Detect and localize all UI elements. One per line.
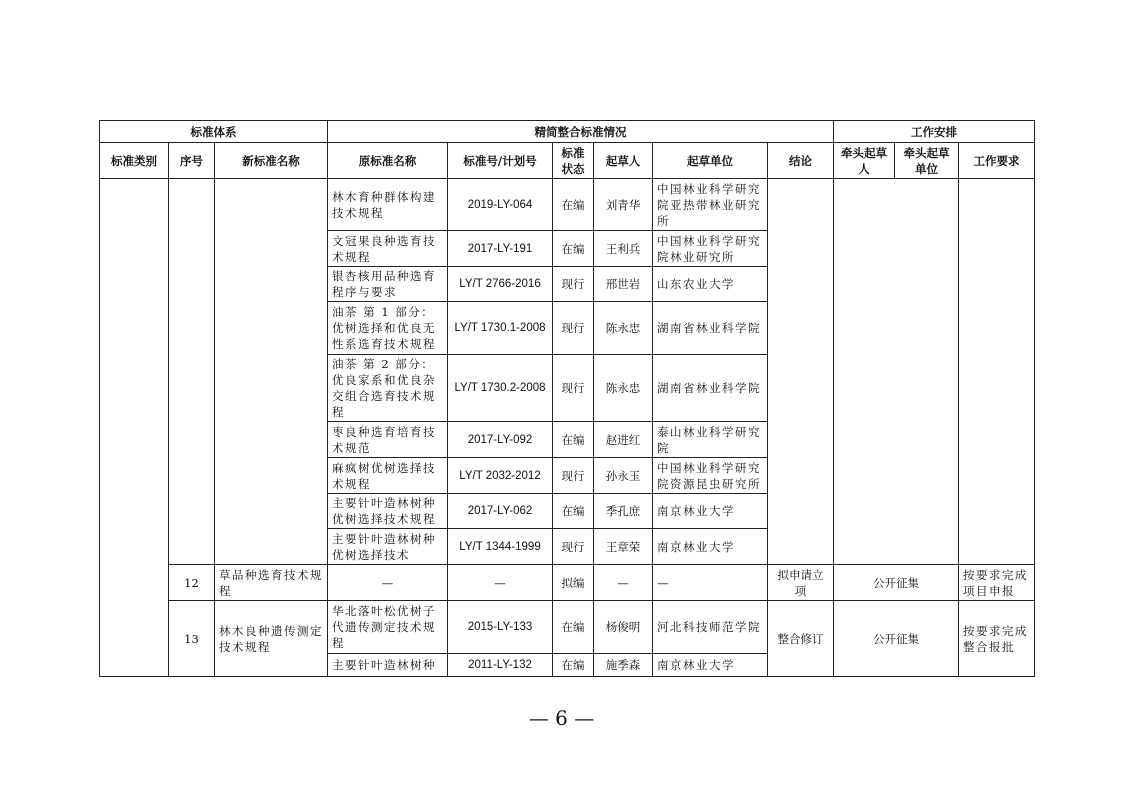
table-row [100, 565, 1035, 601]
code: — [448, 565, 553, 601]
page-number: — 6 — [528, 706, 595, 730]
unit: 湖南省林业科学院 [653, 355, 768, 422]
status: 在编 [553, 231, 594, 267]
col-header-conclusion: 结论 [768, 143, 834, 179]
code: 2011-LY-132 [448, 654, 553, 677]
code: 2019-LY-064 [448, 179, 553, 231]
requirement-cell [959, 179, 1035, 565]
col-header-status: 标准状态 [553, 143, 594, 179]
status: 现行 [553, 267, 594, 302]
conclusion-cell [768, 179, 834, 565]
table-row [100, 601, 1035, 654]
unit: 中国林业科学研究院林业研究所 [653, 231, 768, 267]
new-name-13: 林木良种遗传测定技术规程 [215, 601, 328, 677]
orig-name: 枣良种选育培育技术规范 [328, 422, 448, 458]
col-header-drafter: 起草人 [594, 143, 653, 179]
unit: 南京林业大学 [653, 494, 768, 529]
drafter: 陈永忠 [594, 302, 653, 355]
code: LY/T 1730.2-2008 [448, 355, 553, 422]
unit: 泰山林业科学研究院 [653, 422, 768, 458]
status: 在编 [553, 654, 594, 677]
conclusion-12: 拟申请立项 [768, 565, 834, 601]
drafter: 刘青华 [594, 179, 653, 231]
status: 现行 [553, 355, 594, 422]
orig-name: 油茶 第 2 部分：优良家系和优良杂交组合选育技术规程 [328, 355, 448, 422]
orig-name: — [328, 565, 448, 601]
table-row [100, 179, 1035, 231]
code: LY/T 2766-2016 [448, 267, 553, 302]
status: 现行 [553, 529, 594, 565]
col-header-category: 标准类别 [100, 143, 169, 179]
code: 2015-LY-133 [448, 601, 553, 654]
unit: — [653, 565, 768, 601]
conclusion-13: 整合修订 [768, 601, 834, 677]
seq-13: 13 [169, 601, 215, 677]
unit: 山东农业大学 [653, 267, 768, 302]
group-header-system: 标准体系 [100, 121, 328, 143]
group-header-consolidation: 精简整合标准情况 [328, 121, 834, 143]
drafter: 邢世岩 [594, 267, 653, 302]
new-name-cell [215, 179, 328, 565]
orig-name: 华北落叶松优树子代遗传测定技术规程 [328, 601, 448, 654]
status: 在编 [553, 601, 594, 654]
drafter: 陈永忠 [594, 355, 653, 422]
requirement-13: 按要求完成整合报批 [959, 601, 1035, 677]
group-header-arrangement: 工作安排 [834, 121, 1035, 143]
col-header-seq: 序号 [169, 143, 215, 179]
unit: 河北科技师范学院 [653, 601, 768, 654]
drafter: 赵进红 [594, 422, 653, 458]
col-header-lead-drafter: 牵头起草人 [834, 143, 895, 179]
status: 现行 [553, 458, 594, 494]
unit: 中国林业科学研究院亚热带林业研究所 [653, 179, 768, 231]
standards-table [99, 120, 1035, 677]
lead-12: 公开征集 [834, 565, 959, 601]
drafter: 施季森 [594, 654, 653, 677]
status: 现行 [553, 302, 594, 355]
col-header-requirement: 工作要求 [959, 143, 1035, 179]
col-header-orig-name: 原标准名称 [328, 143, 448, 179]
code: 2017-LY-191 [448, 231, 553, 267]
drafter: 孙永玉 [594, 458, 653, 494]
category-cell [100, 179, 169, 677]
col-header-code: 标准号/计划号 [448, 143, 553, 179]
code: LY/T 1730.1-2008 [448, 302, 553, 355]
unit: 南京林业大学 [653, 654, 768, 677]
unit: 中国林业科学研究院资源昆虫研究所 [653, 458, 768, 494]
code: 2017-LY-092 [448, 422, 553, 458]
drafter: 杨俊明 [594, 601, 653, 654]
unit: 湖南省林业科学院 [653, 302, 768, 355]
orig-name: 林木育种群体构建技术规程 [328, 179, 448, 231]
lead-13: 公开征集 [834, 601, 959, 677]
code: LY/T 1344-1999 [448, 529, 553, 565]
drafter: 王章荣 [594, 529, 653, 565]
code: 2017-LY-062 [448, 494, 553, 529]
status: 在编 [553, 179, 594, 231]
orig-name: 麻疯树优树选择技术规程 [328, 458, 448, 494]
col-header-new-name: 新标准名称 [215, 143, 328, 179]
drafter: — [594, 565, 653, 601]
status: 在编 [553, 422, 594, 458]
code: LY/T 2032-2012 [448, 458, 553, 494]
unit: 南京林业大学 [653, 529, 768, 565]
requirement-12: 按要求完成项目申报 [959, 565, 1035, 601]
orig-name: 银杏核用品种选育程序与要求 [328, 267, 448, 302]
new-name-12: 草品种选育技术规程 [215, 565, 328, 601]
col-header-unit: 起草单位 [653, 143, 768, 179]
drafter: 季孔庶 [594, 494, 653, 529]
orig-name: 主要针叶造林树种优树选择技术 [328, 529, 448, 565]
seq-12: 12 [169, 565, 215, 601]
seq-cell [169, 179, 215, 565]
col-header-lead-unit: 牵头起草单位 [895, 143, 959, 179]
drafter: 王利兵 [594, 231, 653, 267]
orig-name: 主要针叶造林树种优树选择技术规程 [328, 494, 448, 529]
orig-name: 文冠果良种选育技术规程 [328, 231, 448, 267]
orig-name: 油茶 第 1 部分：优树选择和优良无性系选育技术规程 [328, 302, 448, 355]
status: 拟编 [553, 565, 594, 601]
orig-name: 主要针叶造林树种 [328, 654, 448, 677]
status: 在编 [553, 494, 594, 529]
lead-cell [834, 179, 959, 565]
